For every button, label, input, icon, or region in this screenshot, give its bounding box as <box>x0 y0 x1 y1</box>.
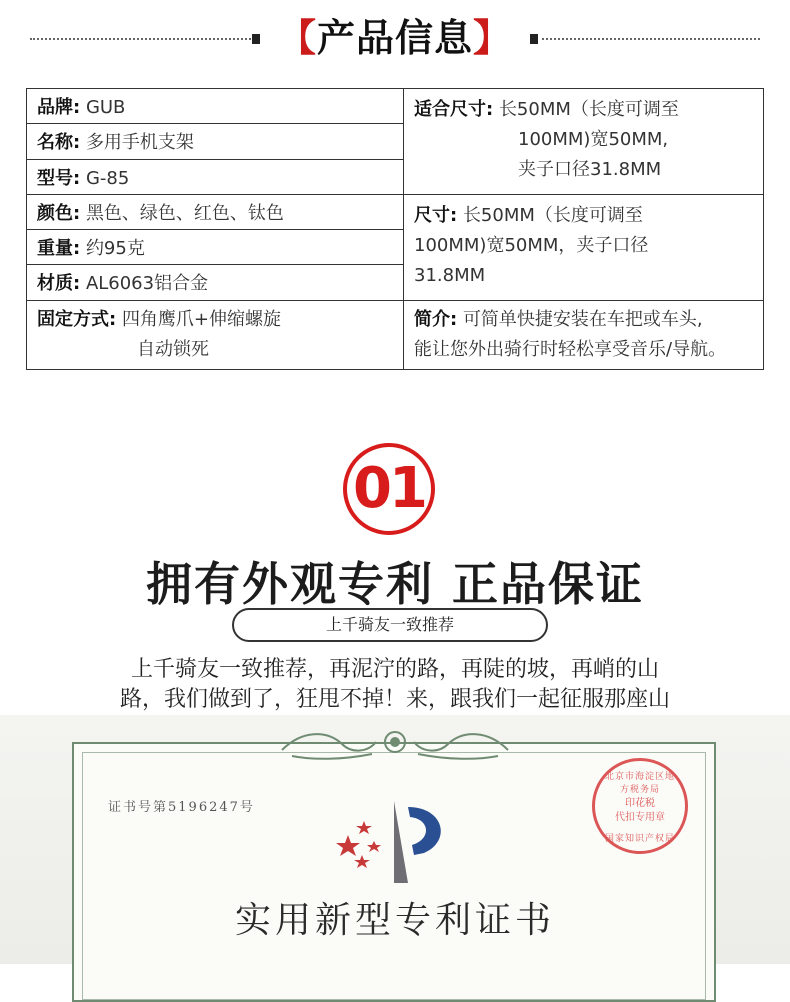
square-marker-right <box>530 34 538 44</box>
spec-fixing: 固定方式: 四角鹰爪+伸缩螺旋 自动锁死 <box>27 300 404 370</box>
bracket-right: 】 <box>473 16 513 60</box>
page-title <box>262 8 528 68</box>
patent-office-logo-icon <box>334 795 474 885</box>
spec-intro: 简介: 可简单快捷安装在车把或车头, 能让您外出骑行时轻松享受音乐/导航。 <box>404 300 764 370</box>
bracket-left: 【 <box>277 16 317 60</box>
spec-size: 尺寸: 长50MM（长度可调至 100MM)宽50MM，夹子口径 31.8MM <box>404 194 764 300</box>
spec-row <box>27 300 764 370</box>
certificate-title: 实用新型专利证书 <box>234 900 555 941</box>
spec-brand: 品牌: GUB <box>27 89 404 124</box>
page-title-text: 产品信息 <box>316 16 473 60</box>
ornament-icon <box>272 720 518 766</box>
spec-weight: 重量: 约95克 <box>27 230 404 265</box>
spec-table <box>26 88 764 370</box>
section-description: 上千骑友一致推荐，再泥泞的路，再陡的坡，再峭的山 路，我们做到了，狂甩不掉！来，跟我们一起征服那座山 <box>119 657 670 712</box>
spec-material: 材质: AL6063铝合金 <box>27 265 404 300</box>
spec-model: 型号: G-85 <box>27 159 404 194</box>
official-seal: 北京市海淀区地方税务局 印花税 代扣专用章 国家知识产权局 <box>592 758 688 854</box>
recommend-pill: 上千骑友一致推荐 <box>232 608 548 642</box>
section-number-badge: 01 <box>343 443 435 535</box>
spec-color: 颜色: 黑色、绿色、红色、钛色 <box>27 194 404 229</box>
spec-name: 名称: 多用手机支架 <box>27 124 404 159</box>
spec-row <box>27 194 764 229</box>
divider-right <box>542 38 760 40</box>
square-marker-left <box>252 34 260 44</box>
spec-fit-size: 适合尺寸: 长50MM（长度可调至 100MM)宽50MM, 夹子口径31.8MM <box>404 89 764 195</box>
section-headline: 拥有外观专利 正品保证 <box>145 557 644 611</box>
divider-left <box>30 38 258 40</box>
certificate-number: 证书号第5196247号 <box>108 800 255 815</box>
section-header <box>0 0 790 82</box>
spec-row <box>27 89 764 124</box>
